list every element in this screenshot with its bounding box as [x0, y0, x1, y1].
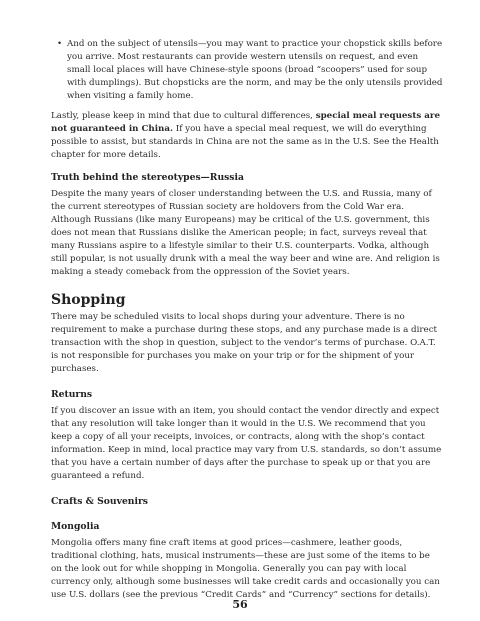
page-number: 56 — [232, 598, 248, 611]
crafts-souvenirs-heading: Crafts & Souvenirs — [51, 496, 148, 507]
shopping-heading: Shopping — [51, 292, 126, 308]
special-meal-bold: special meal requests are not guaranteed in China. — [51, 111, 440, 134]
stereotypes-body: Despite the many years of closer understanding between the U.S. and Russia, many of the current stereotypes of Russian society are holdovers from the Cold War era. Although Russians (like many Europeans) may be critical of the U.S. government, this does not mean that Russians dislike the American people; in fact, surveys reveal that many Russians aspire to a lifestyle similar to their U.S. counterparts. Vodka, although still popular, is not usually drunk with a meal the way beer and wine are. And religion is making a steady comeback from the oppression of the Soviet years. — [51, 189, 440, 277]
special-meal-paragraph — [51, 110, 443, 162]
stereotypes-heading: Truth behind the stereotypes—Russia — [51, 172, 244, 183]
utensils-bullet-text: And on the subject of utensils—you may want to practice your chopstick skills before you arrive. Most restaurants can provide western utensils on request, and even small local places will have Chinese-style spoons (broad “scoopers” used for soup with dumplings). But chopsticks are the norm, and may be the only utensils provided when visiting a family home. — [67, 39, 443, 101]
special-meal-rest: If you have a special meal request, we will do everything possible to assist, but standards in China are not the same as in the U.S. See the Health chapter for more details. — [51, 124, 439, 160]
bullet-icon: • — [57, 39, 63, 49]
special-meal-lead: Lastly, please keep in mind that due to cultural differences, — [51, 111, 316, 121]
returns-heading: Returns — [51, 389, 93, 400]
returns-body: If you discover an issue with an item, you should contact the vendor directly and expect that any resolution will take longer than it would in the U.S. We recommend that you keep a copy of all your receipts, invoices, or contracts, along with the shop’s contact information. Keep in mind, local practice may vary from U.S. standards, so don’t assume that you have a certain number of days after the purchase to speak up or that you are guaranteed a refund. — [51, 406, 442, 481]
page-content — [51, 38, 443, 602]
utensils-bullet-item — [51, 38, 443, 103]
shopping-body: There may be scheduled visits to local shops during your adventure. There is no requirement to make a purchase during these stops, and any purchase made is a direct transaction with the shop in question, subject to the vendor’s terms of purchase. O.A.T. is not responsible for purchases you make on your trip or for the shipment of your purchases. — [51, 312, 438, 374]
mongolia-body: Mongolia offers many fine craft items at good prices—cashmere, leather goods, traditional clothing, hats, musical instruments—these are just some of the items to be on the look out for while shopping in Mongolia. Generally you can pay with local currency only, although some businesses will take credit cards and occasionally you can use U.S. dollars (see the previous “Credit Cards” and “Currency” sections for details). — [51, 538, 440, 600]
mongolia-heading: Mongolia — [51, 521, 100, 532]
